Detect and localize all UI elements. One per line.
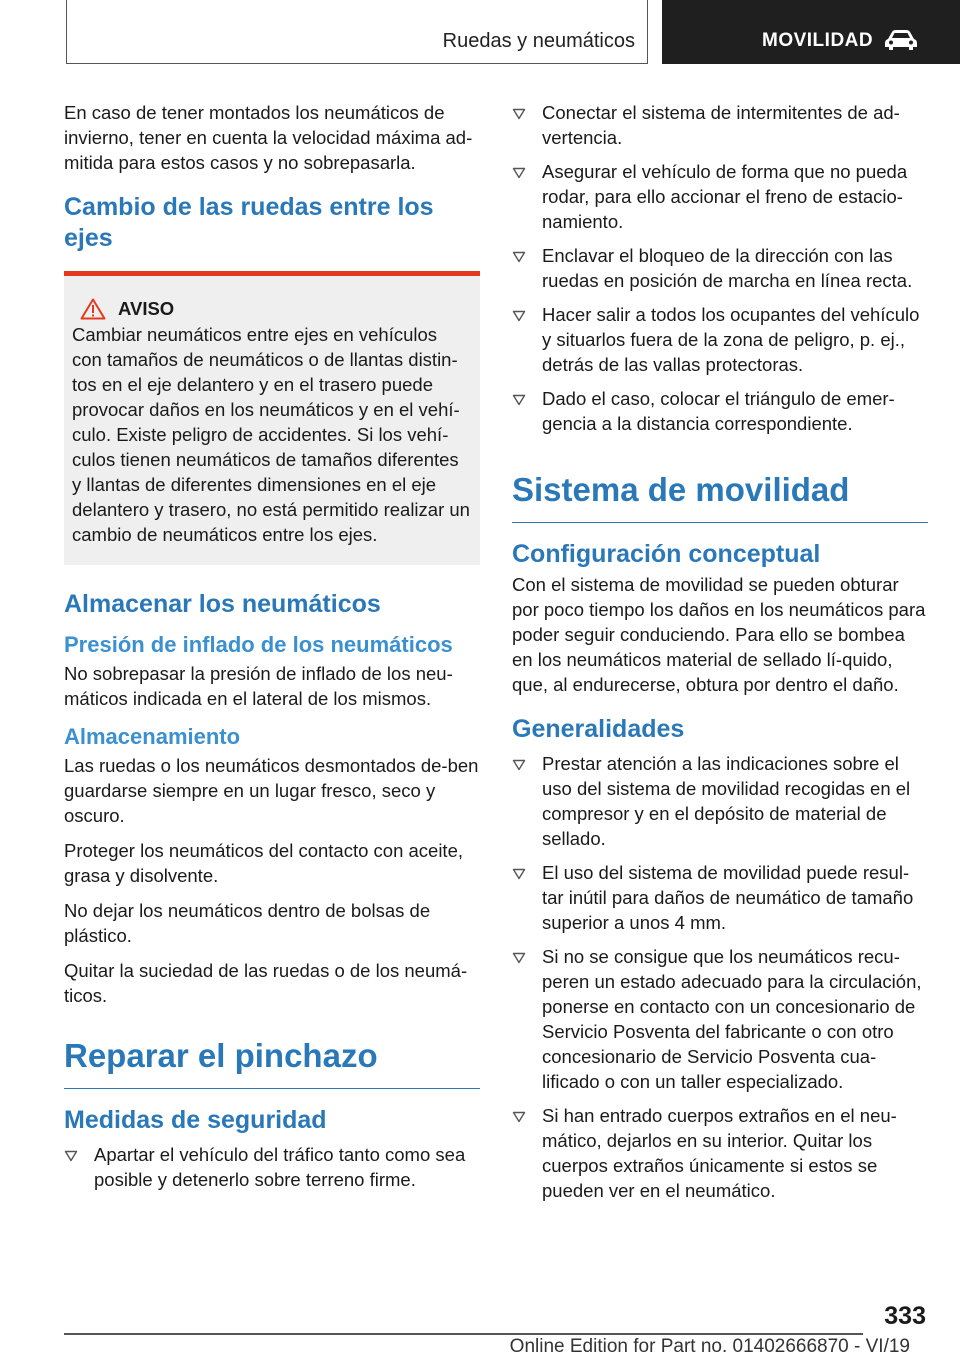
list-item-text: Si han entrado cuerpos extraños en el neu-mático, dejarlos en su interior. Quitar los cuerpos extraños únicamente si estos se pueden ver en el neumático.: [542, 1105, 897, 1201]
list-item-text: El uso del sistema de movilidad puede resul-tar inútil para daños de neumático de tamaño superior a unos 4 mm.: [542, 862, 914, 933]
storage-subheading: Almacenamiento: [64, 724, 241, 749]
storage-paragraph: No dejar los neumáticos dentro de bolsas de plástico.: [64, 900, 431, 946]
chapter-tab-label: MOVILIDAD: [762, 30, 874, 51]
warning-text: Cambiar neumáticos entre ejes en vehículos con tamaños de neumáticos o de llantas distin-tos en el eje delantero y en el trasero puede provocar daños en los neumáticos y en el vehí-culo. Existe peligro de accidentes. Si los vehí-culos tienen neumáticos de tamaños diferentes y llantas de diferentes dimensiones en el eje delantero y trasero, no está permitido realizar un cambio de neumáticos entre los ejes.: [72, 324, 470, 545]
concept-heading: Configuración conceptual: [512, 540, 821, 568]
car-icon: [884, 28, 918, 52]
list-item: [512, 302, 928, 377]
edition-footer: Online Edition for Part no. 01402666870 - VI/19: [509, 1336, 910, 1357]
list-item-text: Conectar el sistema de intermitentes de ad-vertencia.: [542, 102, 900, 148]
safety-list: [64, 1142, 480, 1192]
bullet-triangle-icon: [512, 167, 526, 179]
header-section-box: [66, 0, 648, 64]
bullet-triangle-icon: [64, 1150, 78, 1162]
warning-box: [64, 271, 480, 565]
list-item-text: Prestar atención a las indicaciones sobre el uso del sistema de movilidad recogidas en el compresor y en el depósito de material de sellado.: [542, 753, 911, 849]
right-column: [512, 100, 928, 1203]
repair-puncture-heading: Reparar el pinchazo: [64, 1036, 480, 1089]
mobility-system-heading: Sistema de movilidad: [512, 470, 928, 523]
general-heading: Generalidades: [512, 715, 685, 743]
section-title: Ruedas y neumáticos: [442, 30, 635, 52]
pressure-heading: Presión de inflado de los neumáticos: [64, 632, 453, 657]
bullet-triangle-icon: [512, 394, 526, 406]
list-item-text: Dado el caso, colocar el triángulo de emer-gencia a la distancia correspondiente.: [542, 388, 895, 434]
left-column: [64, 100, 480, 1192]
list-item: [512, 100, 928, 150]
warning-triangle-icon: [80, 298, 106, 320]
list-item: [512, 944, 928, 1094]
bullet-triangle-icon: [512, 310, 526, 322]
storage-paragraph: Las ruedas o los neumáticos desmontados de-ben guardarse siempre en un lugar fresco, seco y oscuro.: [64, 755, 479, 826]
list-item-text: Asegurar el vehículo de forma que no pueda rodar, para ello accionar el freno de estacio-namiento.: [542, 161, 908, 232]
axle-change-heading: Cambio de las ruedas entre los ejes: [64, 193, 434, 252]
header-chapter-tab[interactable]: [662, 0, 960, 64]
list-item: [512, 751, 928, 851]
pressure-paragraph: No sobrepasar la presión de inflado de los neu-máticos indicada en el lateral de los mismos.: [64, 663, 453, 709]
list-item: [512, 386, 928, 436]
general-list: [512, 751, 928, 1203]
list-item: [64, 1142, 480, 1192]
storage-heading: Almacenar los neumáticos: [64, 590, 381, 618]
bullet-triangle-icon: [512, 1111, 526, 1123]
page-number: 333: [884, 1302, 926, 1330]
safety-measures-heading: Medidas de seguridad: [64, 1106, 327, 1134]
warning-label: AVISO: [118, 298, 175, 319]
bullet-triangle-icon: [512, 251, 526, 263]
intro-paragraph: En caso de tener montados los neumáticos de invierno, tener en cuenta la velocidad máxima ad-mitida para estos casos y no sobrepasarla.: [64, 102, 473, 173]
bullet-triangle-icon: [512, 868, 526, 880]
footer-divider: [64, 1333, 863, 1335]
list-item-text: Si no se consigue que los neumáticos recu-peren un estado adecuado para la circulación, ponerse en contacto con un concesionario de Servicio Posventa del fabricante o con otro concesionario de Servicio Posventa cua-lificado o con un taller especializado.: [542, 946, 922, 1092]
bullet-triangle-icon: [512, 108, 526, 120]
bullet-triangle-icon: [512, 952, 526, 964]
list-item: [512, 1103, 928, 1203]
list-item-text: Enclavar el bloqueo de la dirección con las ruedas en posición de marcha en línea recta.: [542, 245, 913, 291]
list-item-text: Apartar el vehículo del tráfico tanto como sea posible y detenerlo sobre terreno firme.: [94, 1144, 466, 1190]
bullet-triangle-icon: [512, 759, 526, 771]
storage-paragraph: Quitar la suciedad de las ruedas o de los neumá-ticos.: [64, 960, 468, 1006]
concept-paragraph: Con el sistema de movilidad se pueden obturar por poco tiempo los daños en los neumáticos para poder seguir conduciendo. Para ello se bombea en los neumáticos material de sellado lí-quido, que, al endurecerse, obtura por dentro el daño.: [512, 574, 926, 695]
list-item-text: Hacer salir a todos los ocupantes del vehículo y situarlos fuera de la zona de peligro, p. ej., detrás de las vallas protectoras.: [542, 304, 920, 375]
list-item: [512, 159, 928, 234]
list-item: [512, 243, 928, 293]
list-item: [512, 860, 928, 935]
warning-header: [80, 298, 472, 320]
storage-paragraph: Proteger los neumáticos del contacto con aceite, grasa y disolvente.: [64, 840, 464, 886]
safety-list-continued: [512, 100, 928, 436]
